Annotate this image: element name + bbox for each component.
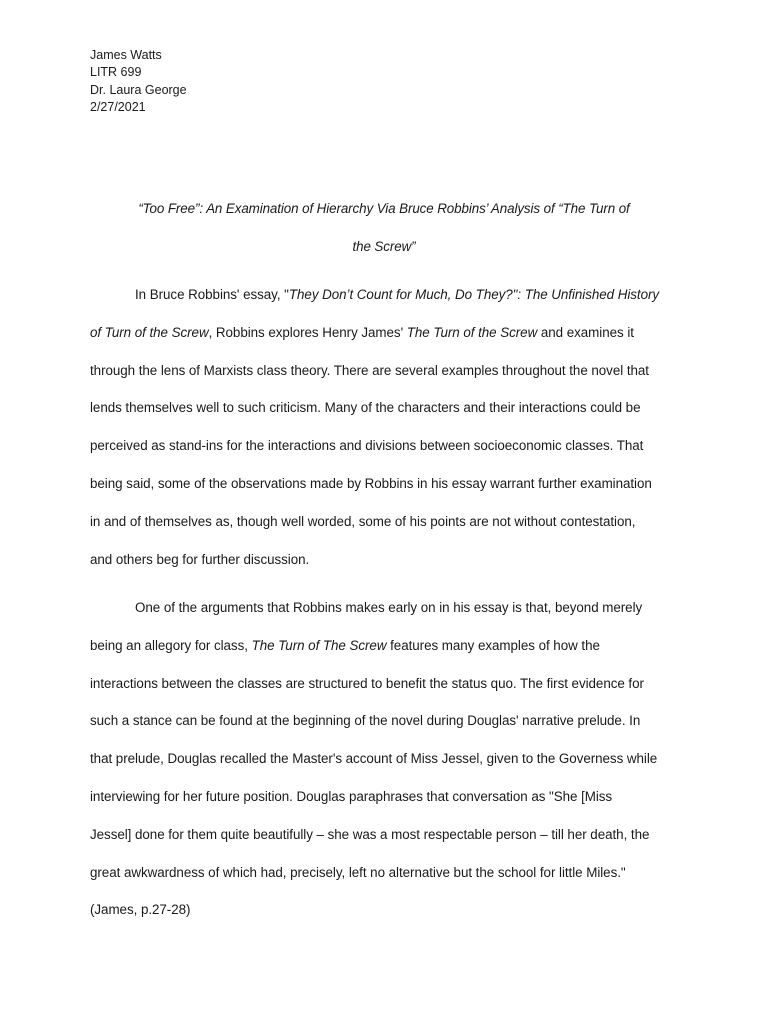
- italic-text-run: They Don’t Count for Much, Do They?": The Unfinished History: [288, 287, 660, 302]
- paragraph-line: [90, 589, 678, 627]
- instructor-name: Dr. Laura George: [90, 82, 187, 97]
- essay-title: [90, 190, 678, 266]
- text-run: One of the arguments that Robbins makes early on in his essay is that, beyond merely: [135, 600, 643, 615]
- text-run: such a stance can be found at the beginning of the novel during Douglas' narrative prelude. In: [90, 713, 641, 729]
- italic-text-run: The Turn of the Screw: [406, 324, 538, 340]
- paragraph-line: [90, 314, 678, 352]
- body-paragraph-1: [90, 276, 678, 578]
- paragraph-line: [90, 816, 678, 854]
- submission-date: 2/27/2021: [90, 99, 146, 114]
- text-run: features many examples of how the: [386, 637, 600, 653]
- author-name: James Watts: [90, 48, 162, 62]
- paragraph-line: [90, 854, 678, 892]
- text-run: being said, some of the observations made by Robbins in his essay warrant further examination: [90, 475, 652, 491]
- course-code: LITR 699: [90, 65, 142, 80]
- paragraph-line: [90, 891, 678, 929]
- text-run: lends themselves well to such criticism. Many of the characters and their interactions could be: [90, 400, 641, 416]
- paragraph-line: [90, 503, 678, 541]
- paragraph-line: [90, 665, 678, 703]
- italic-text-run: of Turn of the Screw: [90, 324, 209, 340]
- text-run: (James, p.27-28): [90, 902, 191, 918]
- italic-text-run: The Turn of The Screw: [251, 637, 387, 653]
- essay-title-line-2: the Screw”: [352, 238, 416, 254]
- essay-title-line-1: “Too Free”: An Examination of Hierarchy Via Bruce Robbins’ Analysis of “The Turn of: [138, 201, 630, 216]
- paragraph-line: [90, 702, 678, 740]
- paragraph-line: [90, 465, 678, 503]
- text-run: , Robbins explores Henry James': [208, 324, 407, 340]
- text-run: perceived as stand-ins for the interactions and divisions between socioeconomic classes. That: [90, 438, 644, 454]
- text-run: through the lens of Marxists class theory. There are several examples throughout the novel that: [90, 362, 649, 378]
- text-run: that prelude, Douglas recalled the Master's account of Miss Jessel, given to the Governess while: [90, 751, 658, 767]
- paragraph-line: [90, 427, 678, 465]
- text-run: being an allegory for class,: [90, 637, 252, 653]
- body-paragraph-2: [90, 589, 678, 929]
- text-run: great awkwardness of which had, precisely, left no alternative but the school for little Miles.": [90, 864, 626, 880]
- paragraph-line: [90, 778, 678, 816]
- paragraph-line: [90, 740, 678, 778]
- text-run: Jessel] done for them quite beautifully – she was a most respectable person – till her death, the: [90, 826, 650, 842]
- text-run: In Bruce Robbins' essay, ": [135, 287, 289, 302]
- text-run: and examines it: [537, 324, 634, 340]
- text-run: and others beg for further discussion.: [90, 551, 310, 567]
- text-run: interactions between the classes are structured to benefit the status quo. The first evidence for: [90, 675, 644, 691]
- text-run: in and of themselves as, though well worded, some of his points are not without contestation,: [90, 513, 636, 529]
- text-run: interviewing for her future position. Douglas paraphrases that conversation as "She [Miss: [90, 788, 613, 804]
- paragraph-line: [90, 276, 678, 314]
- paragraph-line: [90, 389, 678, 427]
- paragraph-line: [90, 541, 678, 579]
- paragraph-line: [90, 352, 678, 390]
- header-block: [90, 47, 187, 116]
- paragraph-line: [90, 627, 678, 665]
